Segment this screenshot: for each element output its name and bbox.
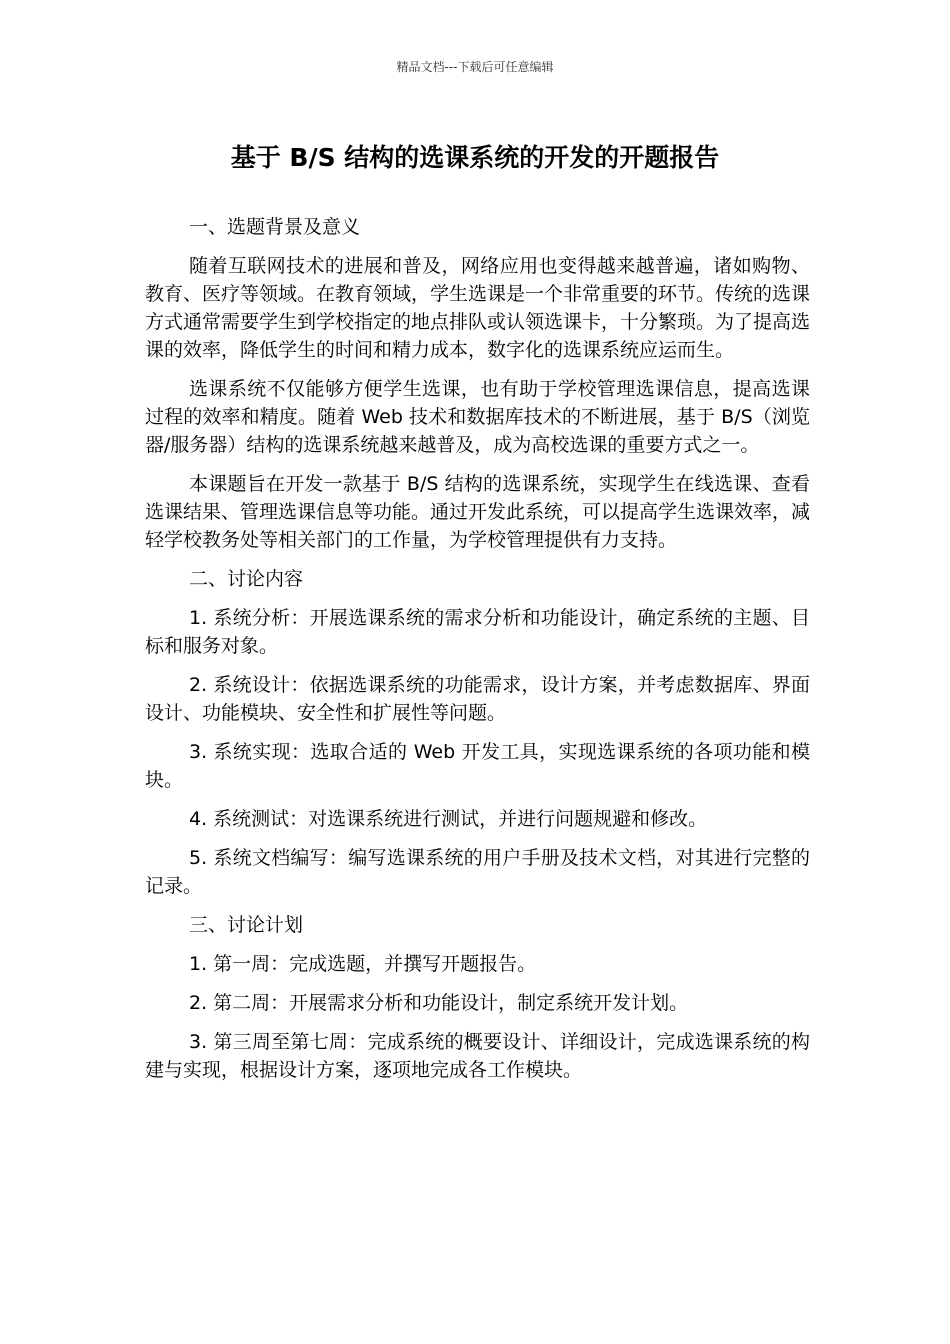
paragraph-background-2: 选课系统不仅能够方便学生选课，也有助于学校管理选课信息，提高选课过程的效率和精度。随着 Web 技术和数据库技术的不断进展，基于 B/S（浏览器/服务器）结构的选课系统越来越普及，成为高校选课的重要方式之一。: [145, 378, 810, 456]
paragraph-background-1: 随着互联网技术的进展和普及，网络应用也变得越来越普遍，诸如购物、教育、医疗等领域。在教育领域，学生选课是一个非常重要的环节。传统的选课方式通常需要学生到学校指定的地点排队或认领选课卡，十分繁琐。为了提高选课的效率，降低学生的时间和精力成本，数字化的选课系统应运而生。: [145, 255, 811, 361]
section-heading-plan: 三、讨论计划: [189, 914, 304, 936]
page-header-watermark: 精品文档---下载后可任意编辑: [396, 60, 554, 74]
section-heading-background: 一、选题背景及意义: [189, 216, 361, 238]
document-body: [145, 213, 810, 1095]
list-item-plan-2: 2. 第二周：开展需求分析和功能设计，制定系统开发计划。: [189, 992, 689, 1014]
paragraph-background-3: 本课题旨在开发一款基于 B/S 结构的选课系统，实现学生在线选课、查看选课结果、管理选课信息等功能。通过开发此系统，可以提高学生选课效率，减轻学校教务处等相关部门的工作量，为学校管理提供有力支持。: [145, 473, 811, 551]
document-title: 基于 B/S 结构的选课系统的开发的开题报告: [230, 143, 720, 172]
list-item-plan-3: 3. 第三周至第七周：完成系统的概要设计、详细设计，完成选课系统的构建与实现，根据设计方案，逐项地完成各工作模块。: [145, 1031, 810, 1081]
list-item-content-5: 5. 系统文档编写：编写选课系统的用户手册及技术文档，对其进行完整的记录。: [145, 847, 810, 897]
section-heading-content: 二、讨论内容: [189, 568, 304, 590]
list-item-content-4: 4. 系统测试：对选课系统进行测试，并进行问题规避和修改。: [189, 808, 708, 830]
list-item-content-2: 2. 系统设计：依据选课系统的功能需求，设计方案，并考虑数据库、界面设计、功能模块、安全性和扩展性等问题。: [145, 674, 810, 724]
list-item-content-3: 3. 系统实现：选取合适的 Web 开发工具，实现选课系统的各项功能和模块。: [145, 741, 810, 791]
list-item-plan-1: 1. 第一周：完成选题，并撰写开题报告。: [189, 953, 537, 975]
list-item-content-1: 1. 系统分析：开展选课系统的需求分析和功能设计，确定系统的主题、目标和服务对象。: [145, 607, 810, 657]
